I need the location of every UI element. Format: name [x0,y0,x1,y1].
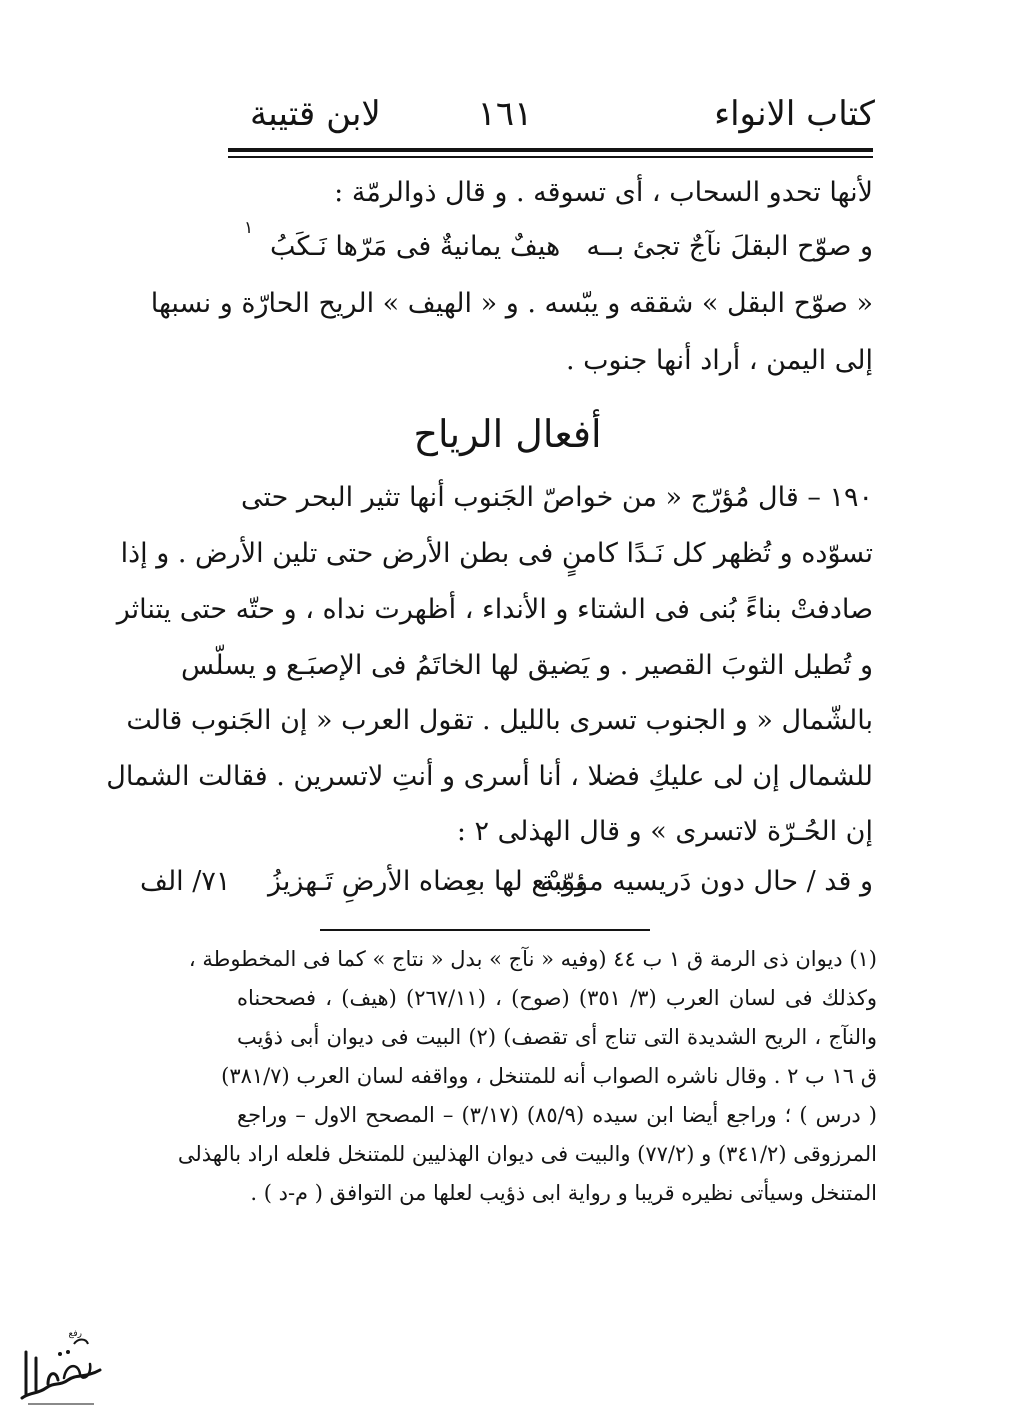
poem2-hemistich-left: نِـسْع لها بعِضاه الأرضِ تَـهزيزُ [268,866,586,897]
body-line-3: إلى اليمن ، أراد أنها جنوب . [565,345,873,376]
paragraph-line-2: تسوّده و تُظهر كل نَـدًا كامنٍ فى بطن الأرض حتى تلين الأرض . و إذا [120,538,873,569]
body-line-1: لأنها تحدو السحاب ، أى تسوقه . و قال ذوالرمّة : [334,177,873,208]
header-rule-thin [228,156,873,158]
margin-folio-note: ٧١/ الف [140,866,231,897]
page-number: ١٦١ [477,94,533,134]
footnote-line-5: ( درس ) ؛ وراجع أيضا ابن سيده (٨٥/٩) (٣/١٧) – المصحح الاول – وراجع [237,1103,878,1127]
author-name: لابن قتيبة [250,94,381,134]
publisher-logo [16,1324,106,1412]
footnote-line-1: (١) ديوان ذى الرمة ق ١ ب ٤٤ (وفيه « نآج » بدل « نتاج » كما فى المخطوطة ، [188,947,877,971]
section-title: أفعال الرياح [413,412,602,456]
footnote-line-2: وكذلك فى لسان العرب (٣/ ٣٥١) (صوح) ، (٢٦٧/١١) (هيف) ، فصححناه [237,986,877,1010]
poem1-hemistich-right: و صوّح البقلَ نآجٌ تجئ بــه [586,231,873,262]
poem1-hemistich-left: هيفٌ يمانيةٌ فى مَرّها نَـكَبُ [270,231,561,262]
paragraph-line-5: بالشّمال « و الجنوب تسرى بالليل . تقول العرب « إن الجَنوب قالت [126,705,873,736]
paragraph-line-6: للشمال إن لى عليكِ فضلا ، أنا أسرى و أنتِ لاتسرين . فقالت الشمال [106,761,873,792]
poem2-hemistich-right: و قد / حال دون دَريسيه مؤوّبة [540,866,873,897]
logo-subtext: رفع [68,1329,82,1339]
footnote-line-6: المرزوقى (٣٤١/٢) و (٧٧/٢) والبيت فى ديوان الهذليين للمتنخل فلعله اراد بالهذلى [177,1142,877,1166]
body-line-2: « صوّح البقل » شققه و يبّسه . و « الهيف » الريح الحارّة و نسبها [150,288,873,319]
footnote-line-3: والنآج ، الريح الشديدة التى تناج أى تقصف) (٢) البيت فى ديوان أبى ذؤيب [237,1025,877,1049]
paragraph-line-3: صادفتْ بناءً بُنى فى الشتاء و الأنداء ، أظهرت نداه ، و حتّه حتى يتناثر [116,594,873,625]
paragraph-line-1: ١٩٠ – قال مُؤرّج « من خواصّ الجَنوب أنها تثير البحر حتى [241,482,873,513]
footnote-separator [320,929,650,931]
paragraph-line-7: إن الحُـرّة لاتسرى » و قال الهذلى ٢ : [456,816,873,847]
footnote-line-4: ق ١٦ ب ٢ . وقال ناشره الصواب أنه للمتنخل ، وواقفه لسان العرب (٣٨١/٧) [221,1064,877,1088]
paragraph-line-4: و تُطيل الثوبَ القصير . و يَضيق لها الخاتَمُ فى الإصبَـع و يسلّس [180,650,873,681]
header-rule-thick [228,148,873,152]
book-title: كتاب الانواء [714,94,875,134]
footnote-line-7: المتنخل وسيأتى نظيره قريبا و رواية ابى ذؤيب لعلها من التوافق ( م-د ) . [250,1181,877,1205]
footnote-ref-1: ١ [244,218,254,238]
